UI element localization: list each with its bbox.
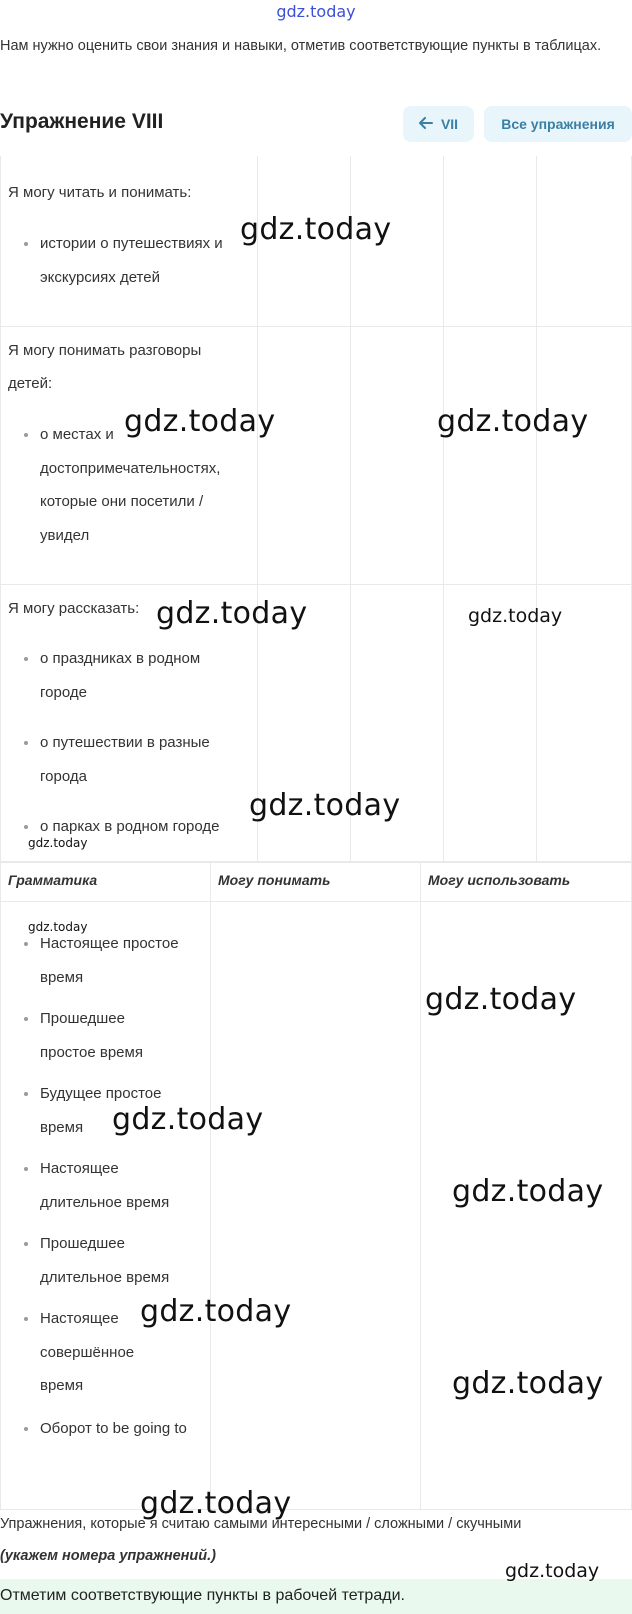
list-item: о парках в родном городе bbox=[40, 810, 270, 844]
outro-text: Упражнения, которые я считаю самыми интересными / сложными / скучными bbox=[0, 1516, 522, 1532]
watermark: gdz.today bbox=[140, 1294, 292, 1329]
watermark: gdz.today bbox=[156, 596, 308, 631]
skill-understand-heading: Я могу понимать разговоры детей: bbox=[8, 342, 202, 392]
watermark: gdz.today bbox=[240, 212, 392, 247]
outro-note: (укажем номера упражнений.) bbox=[0, 1548, 217, 1564]
watermark: gdz.today bbox=[28, 920, 88, 934]
arrow-left-icon bbox=[419, 116, 433, 132]
column-header-grammar: Грамматика bbox=[8, 872, 98, 888]
list-item: Прошедшее простое время bbox=[40, 1002, 180, 1069]
answer-text: Отметим соответствующие пункты в рабочей тетради. bbox=[0, 1587, 405, 1604]
column-header-use: Могу использовать bbox=[428, 872, 571, 888]
watermark: gdz.today bbox=[468, 605, 563, 627]
list-item: Настоящее совершённое время bbox=[40, 1302, 155, 1403]
header-divider bbox=[0, 901, 632, 902]
watermark: gdz.today bbox=[28, 836, 88, 850]
table-border bbox=[0, 156, 1, 862]
row-divider bbox=[0, 584, 632, 585]
table-divider bbox=[350, 156, 351, 862]
table-border bbox=[0, 862, 1, 1510]
table-divider bbox=[210, 862, 211, 1510]
list-item: Прошедшее длительное время bbox=[40, 1227, 195, 1294]
watermark: gdz.today bbox=[112, 1102, 264, 1137]
watermark: gdz.today bbox=[249, 788, 401, 823]
skills-table bbox=[0, 156, 632, 862]
exercise-header bbox=[0, 106, 632, 146]
table-divider bbox=[443, 156, 444, 862]
list-item: о путешествии в разные города bbox=[40, 726, 250, 793]
list-item: Настоящее простое время bbox=[40, 927, 205, 994]
table-divider bbox=[536, 156, 537, 862]
page-title: Упражнение VIII bbox=[0, 110, 164, 133]
table-border bbox=[0, 1509, 632, 1510]
table-border bbox=[0, 862, 632, 863]
skill-tell-heading: Я могу рассказать: bbox=[8, 600, 140, 617]
answer-block bbox=[0, 1579, 632, 1614]
list-item: о праздниках в родном городе bbox=[40, 642, 250, 709]
row-divider bbox=[0, 326, 632, 327]
site-logo: gdz.today bbox=[276, 2, 356, 21]
column-header-understand: Могу понимать bbox=[218, 872, 331, 888]
watermark: gdz.today bbox=[425, 982, 577, 1017]
watermark: gdz.today bbox=[505, 1560, 600, 1582]
table-divider bbox=[420, 862, 421, 1510]
watermark: gdz.today bbox=[437, 404, 589, 439]
list-item: Настоящее длительное время bbox=[40, 1152, 195, 1219]
watermark: gdz.today bbox=[124, 404, 276, 439]
intro-text: Нам нужно оценить свои знания и навыки, отметив соответствующие пункты в таблицах. bbox=[0, 38, 602, 54]
list-item: истории о путешествиях и экскурсиях детей bbox=[40, 227, 250, 294]
watermark: gdz.today bbox=[452, 1366, 604, 1401]
list-item: о местах и достопримечательностях, которые они посетили / увидел bbox=[40, 418, 250, 552]
prev-exercise-button[interactable] bbox=[403, 106, 474, 142]
list-item: Оборот to be going to bbox=[40, 1412, 195, 1446]
skill-read-heading: Я могу читать и понимать: bbox=[8, 184, 192, 201]
watermark: gdz.today bbox=[452, 1174, 604, 1209]
list-item: Будущее простое время bbox=[40, 1077, 190, 1144]
watermark: gdz.today bbox=[140, 1486, 292, 1521]
all-exercises-button[interactable]: Все упражнения bbox=[484, 106, 632, 142]
prev-exercise-label: VII bbox=[440, 116, 459, 132]
table-divider bbox=[257, 156, 258, 862]
